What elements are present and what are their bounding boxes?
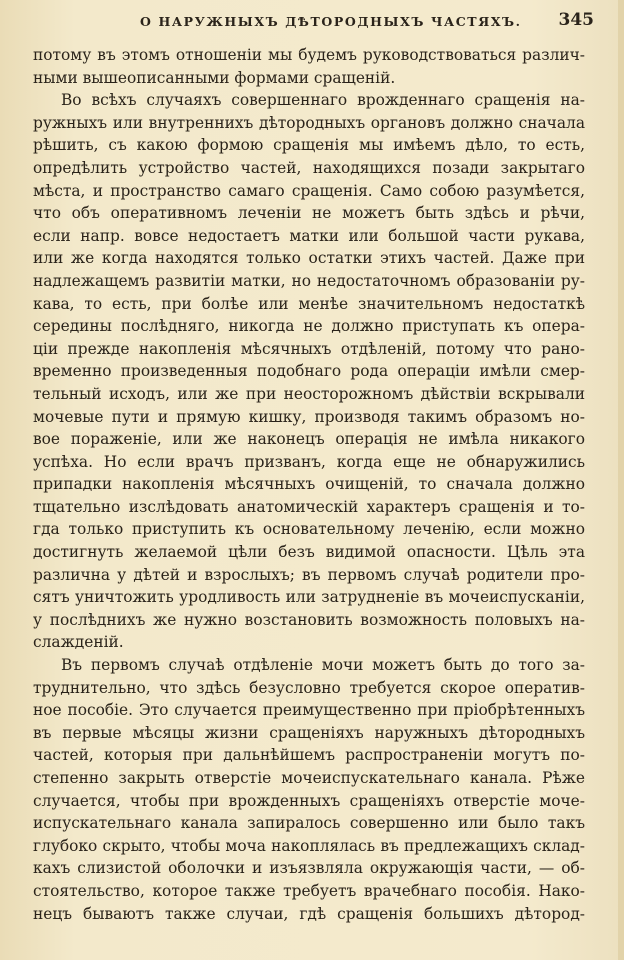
- text-line: степенно закрыть отверстіе мочеиспускательнаго канала. Рѣже: [33, 769, 585, 787]
- text-line: потому въ этомъ отношеніи мы будемъ руководствоваться различ-: [33, 46, 585, 64]
- text-line: стоятельство, которое также требуетъ врачебнаго пособія. Нако-: [33, 881, 585, 900]
- text-line: ными вышеописанными формами сращеній.: [33, 68, 396, 87]
- text-line: достигнуть желаемой цѣли безъ видимой опасности. Цѣль эта: [33, 543, 585, 562]
- text-line: кава, то есть, при болѣе или менѣе значительномъ недостаткѣ: [33, 294, 585, 313]
- text-line: случается, чтобы при врожденныхъ сращеніяхъ отверстіе моче-: [33, 791, 585, 810]
- running-title: О НАРУЖНЫХЪ ДѢТОРОДНЫХЪ ЧАСТЯХЪ.: [140, 14, 522, 29]
- page-number: 345: [558, 10, 594, 30]
- text-line: рѣшить, съ какою формою сращенія мы имѣемъ дѣло, то есть,: [33, 136, 585, 155]
- text-line: если напр. вовсе недостаетъ матки или большой части рукава,: [33, 226, 585, 245]
- page-edge: [618, 0, 624, 960]
- text-line: припадки накопленія мѣсячныхъ очищеній, то сначала должно: [33, 475, 585, 494]
- text-line: труднительно, что здѣсь безусловно требуется скорое оператив-: [33, 678, 585, 697]
- text-line: тельный исходъ, или же при неосторожномъ дѣйствіи вскрывали: [33, 384, 585, 403]
- text-line: частей, которыя при дальнѣйшемъ распространеніи могутъ по-: [33, 746, 585, 765]
- text-line: ціи прежде накопленія мѣсячныхъ отдѣленій, потому что рано-: [33, 339, 585, 358]
- running-head: [0, 10, 624, 34]
- text-line: сятъ уничтожить уродливость или затрудненіе въ мочеиспусканіи,: [33, 588, 585, 607]
- text-line: мѣста, и пространство самаго сращенія. Само собою разумѣется,: [33, 181, 585, 200]
- text-line: гда только приступить къ основательному леченію, если можно: [33, 520, 585, 539]
- text-line: надлежащемъ развитіи матки, но недостаточномъ образованіи ру-: [33, 271, 585, 290]
- text-line: различна у дѣтей и взрослыхъ; въ первомъ случаѣ родители про-: [33, 565, 585, 584]
- text-line: что объ оперативномъ леченіи не можетъ быть здѣсь и рѣчи,: [33, 204, 585, 223]
- text-line: Въ первомъ случаѣ отдѣленіе мочи можетъ быть до того за-: [61, 656, 585, 675]
- text-line: тщательно изслѣдовать анатомическій характеръ сращенія и то-: [33, 497, 585, 516]
- text-line: успѣха. Но если врачъ призванъ, когда еще не обнаружились: [33, 452, 585, 471]
- text-line: или же когда находятся только остатки этихъ частей. Даже при: [33, 249, 585, 268]
- text-line: ное пособіе. Это случается преимущественно при пріобрѣтенныхъ: [33, 701, 585, 720]
- text-line: глубоко скрыто, чтобы моча накоплялась въ предлежащихъ склад-: [33, 836, 585, 855]
- text-line: слажденій.: [33, 633, 124, 652]
- text-line: ружныхъ или внутреннихъ дѣтородныхъ органовъ должно сначала: [33, 113, 585, 132]
- body-text: [33, 44, 585, 925]
- text-line: опредѣлить устройство частей, находящихся позади закрытаго: [33, 158, 585, 177]
- text-line: у послѣднихъ же нужно возстановить возможность половыхъ на-: [33, 610, 585, 629]
- text-line: нецъ бываютъ также случаи, гдѣ сращенія большихъ дѣтород-: [33, 904, 585, 923]
- text-line: Во всѣхъ случаяхъ совершеннаго врожденнаго сращенія на-: [61, 91, 585, 110]
- text-line: временно произведенныя подобнаго рода операціи имѣли смер-: [33, 362, 585, 381]
- text-line: вое пораженіе, или же наконецъ операція не имѣла никакого: [33, 430, 585, 449]
- text-line: кахъ слизистой оболочки и изъязвляла окружающія части, — об-: [33, 859, 585, 878]
- text-line: испускательнаго канала запиралось совершенно или было такъ: [33, 814, 585, 833]
- text-line: мочевые пути и прямую кишку, производя такимъ образомъ но-: [33, 407, 585, 426]
- text-line: середины послѣдняго, никогда не должно приступать къ опера-: [33, 317, 585, 336]
- text-line: въ первые мѣсяцы жизни сращеніяхъ наружныхъ дѣтородныхъ: [33, 723, 585, 742]
